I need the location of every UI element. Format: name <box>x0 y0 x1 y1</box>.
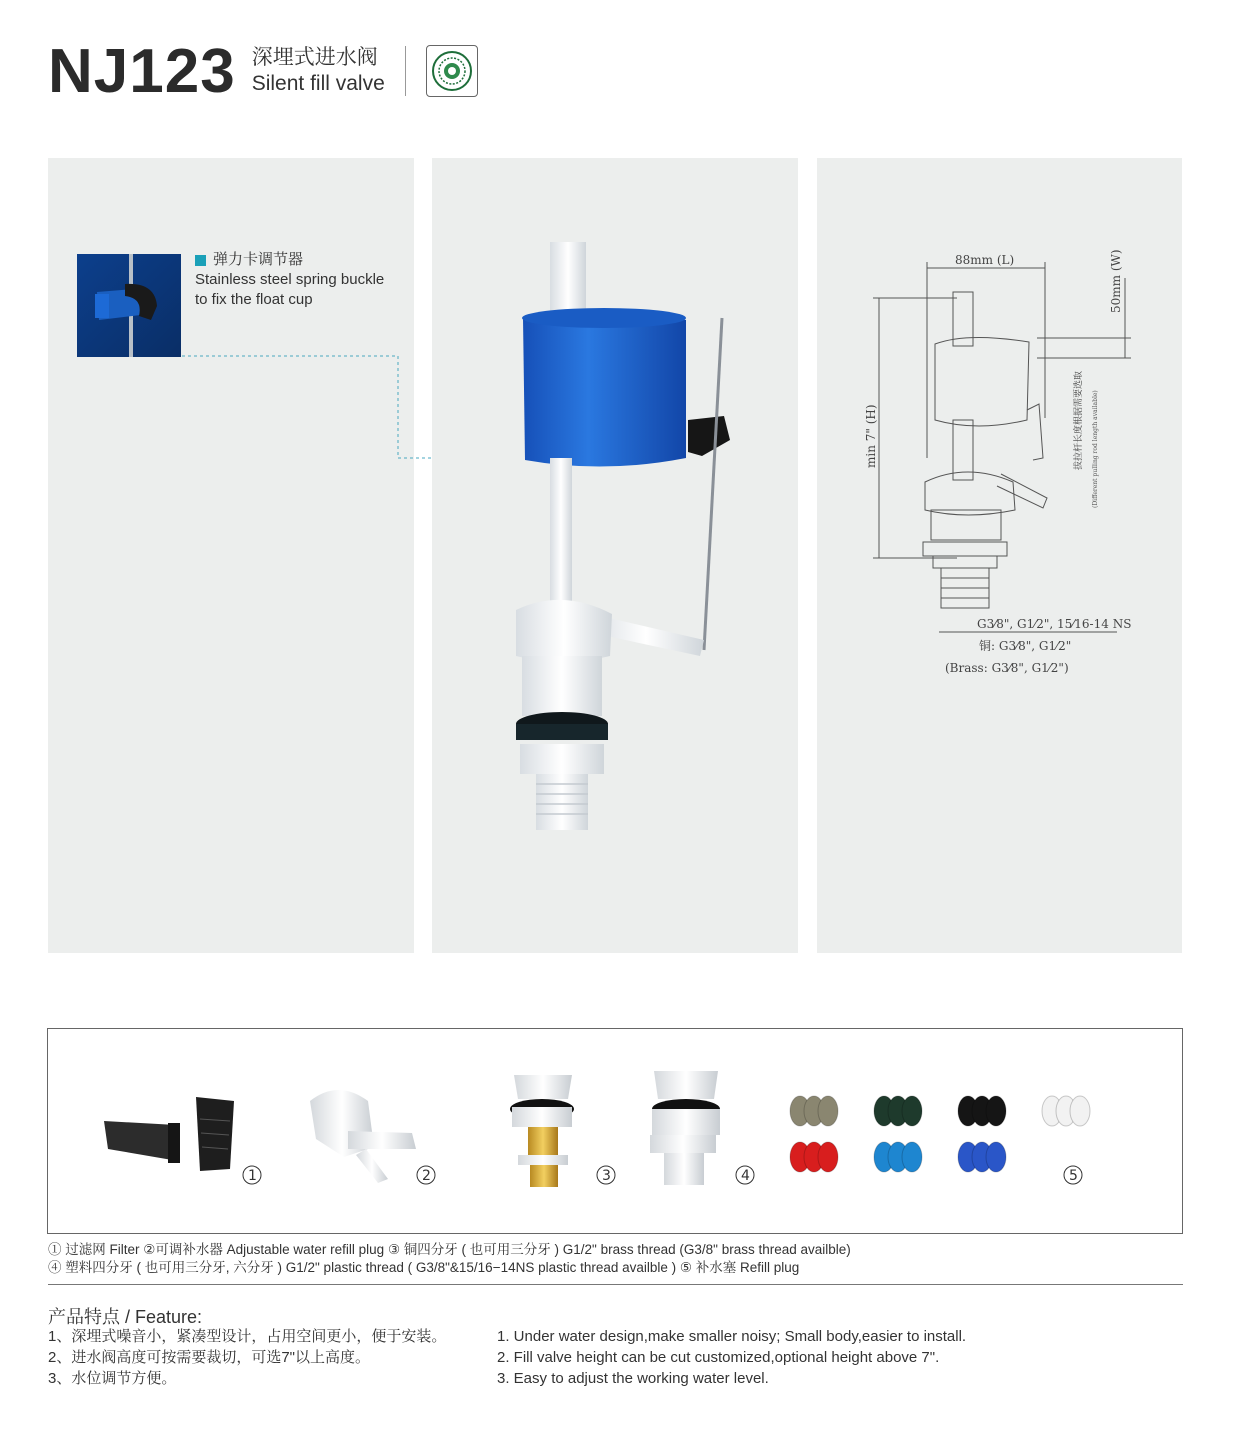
brass-spec: (Brass: G3⁄8", G1⁄2") <box>945 661 1069 675</box>
features-title: 产品特点 / Feature: <box>48 1307 203 1327</box>
refill-plug <box>1070 1096 1090 1126</box>
number-2: 2 <box>422 1168 431 1184</box>
legend-line1: ① 过滤网 Filter ②可调补水器 Adjustable water refill plug ③ 铜四分牙 ( 也可用三分牙 ) G1/2" brass thread (G3/8" brass thread availble) <box>48 1242 851 1257</box>
refill-plug <box>902 1096 922 1126</box>
title-en: Silent fill valve <box>251 72 385 95</box>
brass-thread-photo <box>510 1075 574 1187</box>
refill-plug <box>902 1142 922 1172</box>
rod-label-en: (Different pulling rod length available) <box>1092 390 1099 508</box>
title-cn: 深埋式进水阀 <box>251 46 378 69</box>
refill-plug <box>818 1142 838 1172</box>
feature-cn-2: 2、进水阀高度可按需要裁切，可选7"以上高度。 <box>48 1349 371 1366</box>
copper-spec: 铜: G3⁄8", G1⁄2" <box>979 639 1072 653</box>
legend-line2: ④ 塑料四分牙 ( 也可用三分牙, 六分牙 ) G1/2" plastic thread ( G3/8"&15/16−14NS plastic thread availble ) ⑤ 补水塞 Refill plug <box>48 1260 800 1275</box>
features-cn <box>48 1326 446 1389</box>
accessories-box <box>47 1028 1183 1234</box>
length-label: 88mm (L) <box>955 253 1015 267</box>
number-4: 4 <box>741 1168 750 1184</box>
plastic-thread-photo <box>650 1071 720 1185</box>
rod-label-cn: 拔拉杆长度根据需要选取 <box>1074 370 1084 470</box>
height-label: min 7" (H) <box>864 404 878 468</box>
width-label: 50mm (W) <box>1109 249 1123 313</box>
features-en <box>497 1326 966 1389</box>
feature-en-3: 3. Easy to adjust the working water level. <box>497 1370 769 1387</box>
refill-plugs-photo <box>790 1096 1090 1172</box>
callout-title-cn: 弹力卡调节器 <box>213 251 304 268</box>
thread-spec: G3⁄8", G1⁄2", 15⁄16-14 NS <box>977 617 1132 631</box>
callout-line2: to fix the float cup <box>195 291 313 308</box>
fill-valve-photo <box>432 158 798 953</box>
drawing-panel <box>817 158 1182 953</box>
feature-en-1: 1. Under water design,make smaller noisy; Small body,easier to install. <box>497 1328 967 1345</box>
filter-photo <box>104 1097 234 1171</box>
model-number: NJ123 <box>48 36 236 106</box>
accessories-photos <box>48 1029 1182 1233</box>
feature-en-2: 2. Fill valve height can be cut customized,optional height above 7". <box>497 1349 940 1366</box>
refill-plug <box>986 1096 1006 1126</box>
refill-plug <box>818 1096 838 1126</box>
number-3: 3 <box>602 1168 611 1184</box>
number-5: 5 <box>1069 1168 1078 1184</box>
section-divider <box>48 1284 1183 1285</box>
feature-cn-1: 1、深埋式噪音小，紧凑型设计，占用空间更小，便于安装。 <box>48 1328 447 1345</box>
callout-line1: Stainless steel spring buckle <box>195 271 385 288</box>
technical-drawing <box>817 158 1182 953</box>
accessory-legend <box>48 1241 851 1277</box>
refill-plug <box>986 1142 1006 1172</box>
number-1: 1 <box>248 1168 257 1184</box>
feature-cn-3: 3、水位调节方便。 <box>48 1370 177 1387</box>
refill-plug-photo <box>310 1090 416 1183</box>
product-panel <box>432 158 798 953</box>
